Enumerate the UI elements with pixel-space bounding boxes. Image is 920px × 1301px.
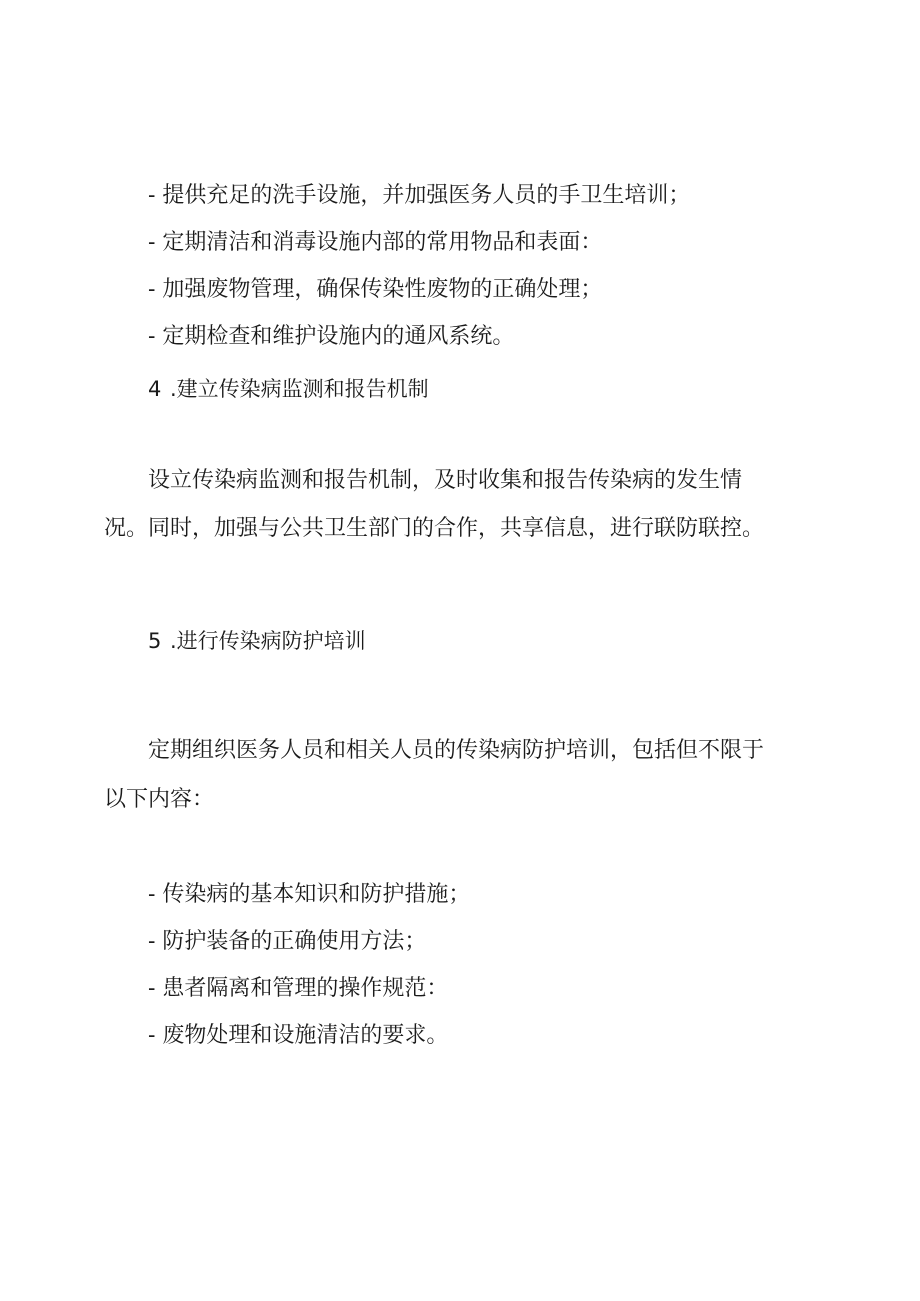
list-item: - 提供充足的洗手设施，并加强医务人员的手卫生培训； (148, 183, 691, 208)
list-item: - 定期清洁和消毒设施内部的常用物品和表面： (148, 230, 603, 255)
section-heading-4 (148, 374, 429, 404)
section-title: .建立传染病监测和报告机制 (170, 377, 429, 401)
paragraph-line: 以下内容： (104, 787, 215, 812)
paragraph-line: 定期组织医务人员和相关人员的传染病防护培训，包括但不限于 (148, 738, 765, 763)
paragraph-line: 设立传染病监测和报告机制，及时收集和报告传染病的发生情 (148, 468, 743, 493)
section-heading-5 (148, 626, 366, 656)
paragraph-line: 况。同时，加强与公共卫生部门的合作，共享信息，进行联防联控。 (104, 516, 765, 541)
section-number: 4 (148, 377, 162, 401)
section-title: .进行传染病防护培训 (170, 629, 366, 653)
list-item: - 传染病的基本知识和防护措施； (148, 882, 471, 907)
list-item: - 患者隔离和管理的操作规范： (148, 976, 449, 1001)
list-item: - 防护装备的正确使用方法； (148, 929, 427, 954)
list-item: - 定期检查和维护设施内的通风系统。 (148, 324, 515, 349)
list-item: - 加强废物管理，确保传染性废物的正确处理； (148, 277, 603, 302)
list-item: - 废物处理和设施清洁的要求。 (148, 1023, 449, 1048)
section-number: 5 (148, 629, 162, 653)
